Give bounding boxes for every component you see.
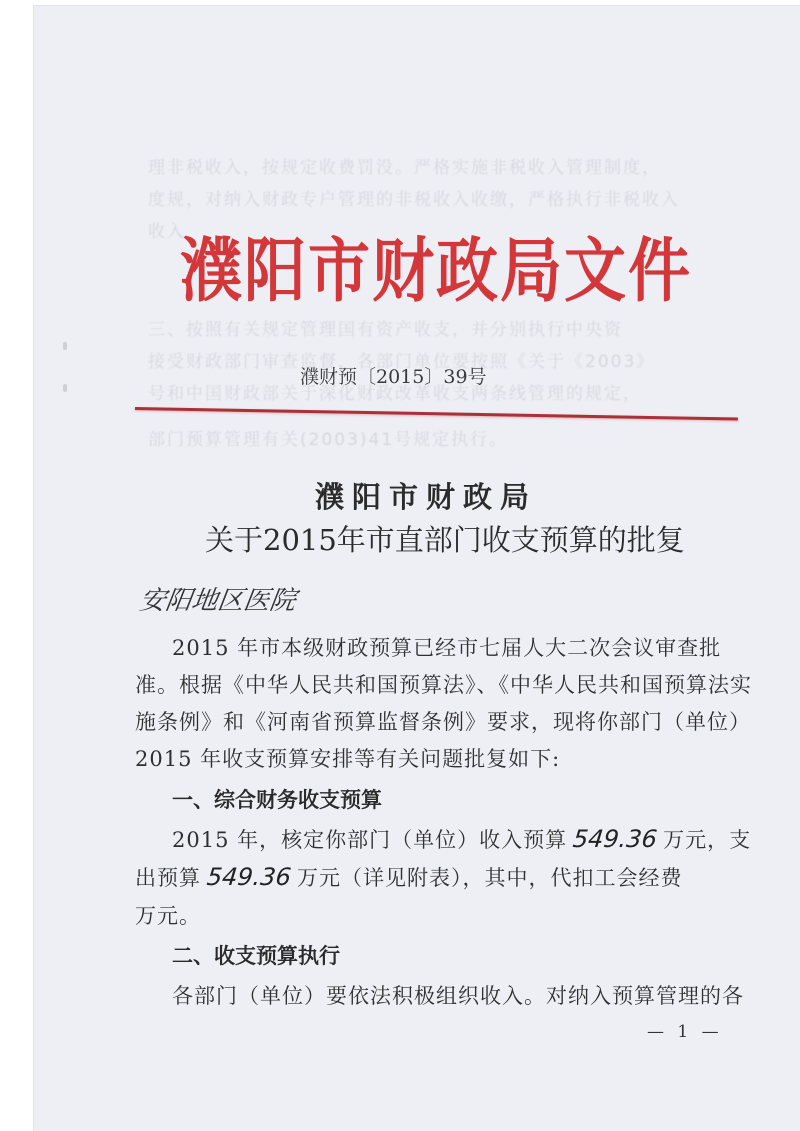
section-heading-1: 一、综合财务收支预算 (172, 788, 382, 812)
income-budget-value: 549.36 (571, 825, 659, 853)
income-budget-suffix: 万元，支 (663, 828, 752, 852)
bleed-through-text: 理非税收入，按规定收费罚没。严格实施非税收入管理制度， (148, 158, 661, 178)
bleed-through-text: 度规，对纳入财政专户管理的非税收入收缴，严格执行非税收入 (148, 190, 680, 210)
bleed-through-text: 部门预算管理有关(2003)41号规定执行。 (148, 430, 509, 450)
punch-hole-mark (63, 342, 67, 350)
paragraph-line: 万元。 (135, 904, 201, 928)
paragraph-line: 2015 年收支预算安排等有关问题批复如下: (135, 747, 561, 771)
handwritten-recipient: 安阳地区医院 (137, 586, 298, 616)
document-masthead: 濮阳市财政局文件 (180, 229, 693, 312)
document-title: 关于2015年市直部门收支预算的批复 (205, 523, 685, 557)
page-number: — 1 — (647, 1022, 723, 1042)
paragraph-line: 施条例》和《河南省预算监督条例》要求，现将你部门（单位） (135, 710, 751, 734)
income-budget-prefix: 2015 年，核定你部门（单位）收入预算 (172, 828, 568, 852)
bleed-through-text: 接受财政部门审查监督，各部门单位要按照《关于《2003》 (148, 352, 656, 372)
paragraph-line (172, 824, 751, 854)
paragraph-line: 各部门（单位）要依法积极组织收入。对纳入预算管理的各 (172, 984, 744, 1008)
expense-budget-suffix: 万元（详见附表），其中，代扣工会经费 (296, 866, 683, 890)
punch-hole-mark (63, 384, 67, 392)
bleed-through-text: 号和中国财政部关于深化财政改革收支两条线管理的规定， (148, 384, 642, 404)
bleed-through-text: 三、按照有关规定管理国有资产收支，并分别执行中央资 (148, 320, 623, 340)
expense-budget-prefix: 出预算 (135, 866, 201, 890)
issuer-heading: 濮阳市财政局 (315, 480, 538, 514)
section-heading-2: 二、收支预算执行 (172, 944, 340, 968)
paragraph-line: 准。根据《中华人民共和国预算法》、《中华人民共和国预算法实 (135, 673, 752, 697)
paragraph-line (135, 862, 682, 892)
paragraph-line: 2015 年市本级财政预算已经市七届人大二次会议审查批 (172, 636, 722, 660)
bleed-through-text: 收入 (148, 222, 186, 242)
expense-budget-value: 549.36 (205, 863, 293, 891)
document-number: 濮财预〔2015〕39号 (300, 366, 487, 388)
document-page (33, 5, 800, 1131)
